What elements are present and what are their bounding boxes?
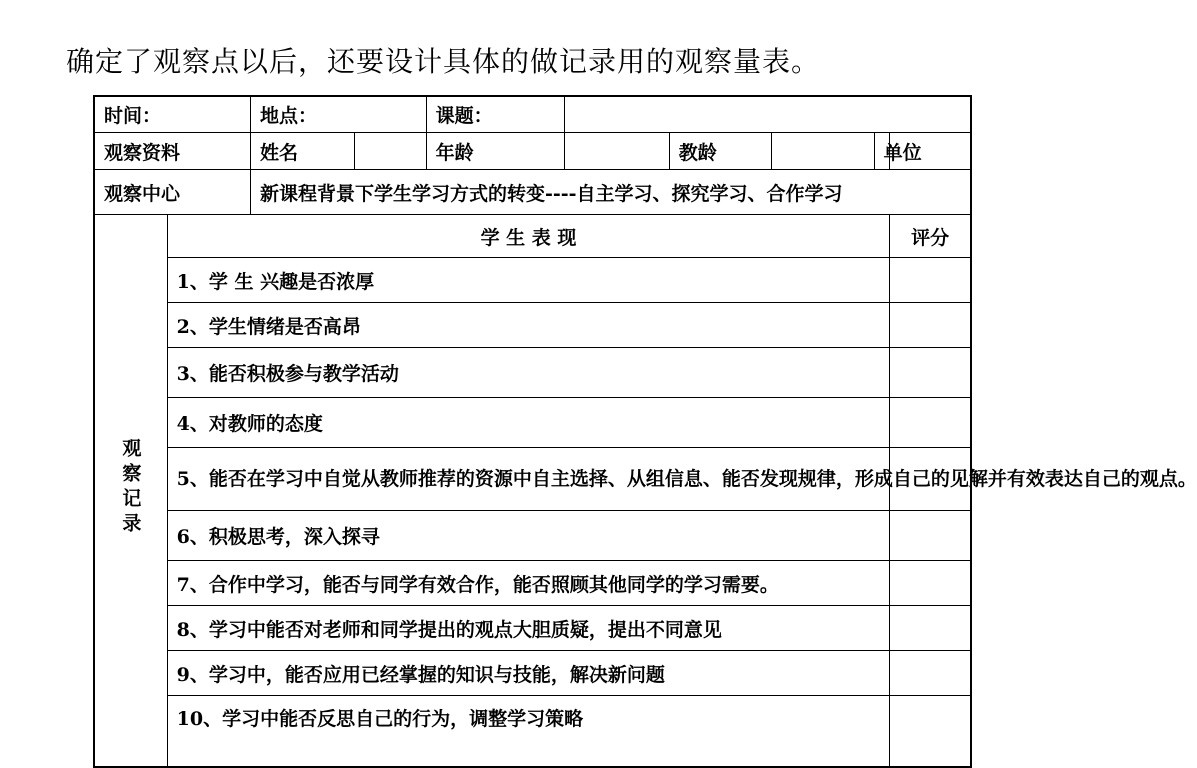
observation-data-label: 观察资料 [94,133,250,170]
score-cell-3[interactable] [890,348,971,398]
item-10: 10、学习中能否反思自己的行为，调整学习策略 [167,696,890,768]
observation-record-label: 观察记录 [94,215,167,768]
observation-center-value: 新课程背景下学生学习方式的转变----自主学习、探究学习、合作学习 [250,170,971,215]
observation-form-table [93,95,1197,768]
item-2: 2、学生情绪是否高昂 [167,303,890,348]
student-performance-header: 学 生 表 现 [167,215,890,258]
score-header: 评分 [890,215,971,258]
score-cell-8[interactable] [890,606,971,651]
topic-value-cell[interactable] [565,96,971,133]
item-5: 5、能否在学习中自觉从教师推荐的资源中自主选择、从组信息、能否发现规律，形成自己的见解并有效表达自己的观点。 [167,448,890,511]
teaching-years-label: 教龄 [669,133,771,170]
unit-label: 单位 [874,133,890,170]
item-9: 9、学习中，能否应用已经掌握的知识与技能，解决新问题 [167,651,890,696]
age-label: 年龄 [426,133,564,170]
score-cell-4[interactable] [890,398,971,448]
item-8: 8、学习中能否对老师和同学提出的观点大胆质疑，提出不同意见 [167,606,890,651]
item-4: 4、对教师的态度 [167,398,890,448]
name-label: 姓名 [250,133,354,170]
score-cell-6[interactable] [890,511,971,561]
item-3: 3、能否积极参与教学活动 [167,348,890,398]
age-value-cell[interactable] [565,133,670,170]
score-cell-2[interactable] [890,303,971,348]
page-title: 确定了观察点以后，还要设计具体的做记录用的观察量表。 [66,45,821,78]
observation-center-label: 观察中心 [94,170,250,215]
topic-label: 课题： [426,96,564,133]
score-cell-9[interactable] [890,651,971,696]
score-cell-7[interactable] [890,561,971,606]
score-cell-10[interactable] [890,696,971,768]
place-label: 地点： [250,96,426,133]
item-7: 7、合作中学习，能否与同学有效合作，能否照顾其他同学的学习需要。 [167,561,890,606]
time-label: 时间： [94,96,250,133]
item-1: 1、学 生 兴趣是否浓厚 [167,258,890,303]
name-value-cell[interactable] [354,133,426,170]
item-6: 6、积极思考，深入探寻 [167,511,890,561]
teaching-years-value-cell[interactable] [772,133,874,170]
score-cell-1[interactable] [890,258,971,303]
